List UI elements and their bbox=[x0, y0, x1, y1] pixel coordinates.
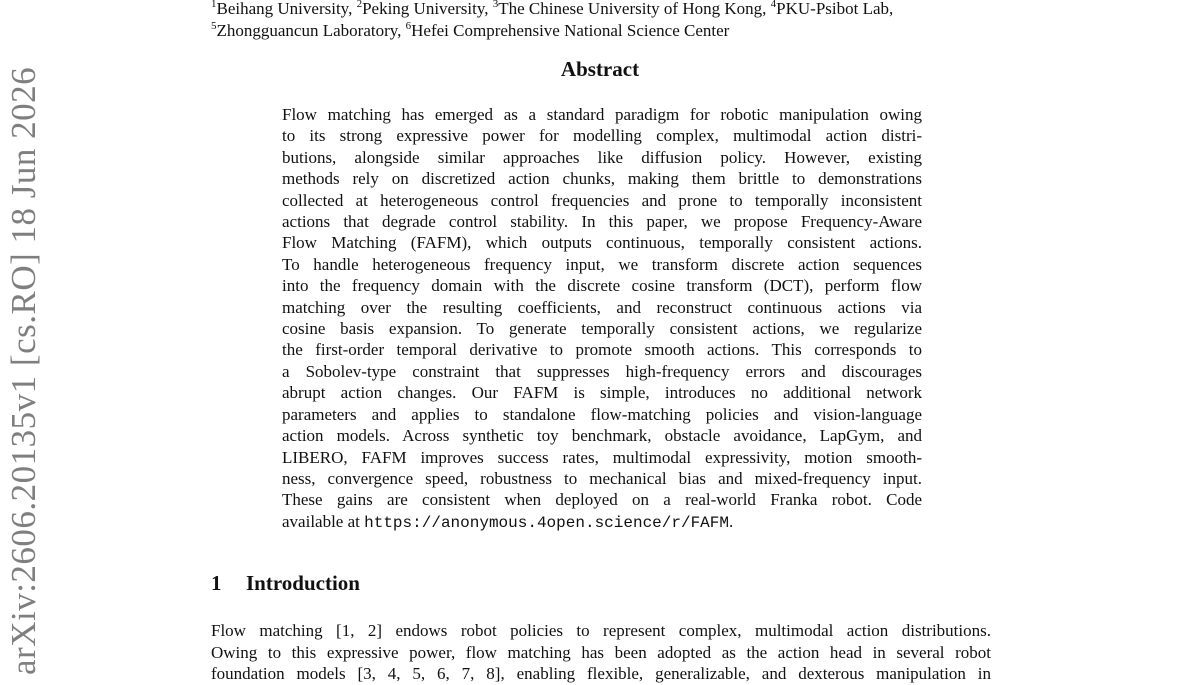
abstract-line: into the frequency domain with the discrete cosine transform (DCT), perform flow bbox=[282, 276, 922, 296]
affil-marker: 3 bbox=[492, 0, 499, 10]
intro-line: foundation models [3, 4, 5, 6, 7, 8], enabling flexible, generalizable, and dexterous manipulation in bbox=[211, 664, 991, 683]
abstract-body bbox=[282, 104, 922, 534]
affil-name: Beihang University, bbox=[216, 0, 357, 18]
affil-marker: 6 bbox=[405, 20, 412, 32]
abstract-line: action models. Across synthetic toy benchmark, obstacle avoidance, LapGym, and bbox=[282, 426, 922, 446]
affiliations-line-2 bbox=[211, 20, 893, 42]
section-number: 1 bbox=[211, 571, 222, 595]
abstract-heading: Abstract bbox=[560, 57, 640, 81]
intro-line: Flow matching [1, 2] endows robot policies to represent complex, multimodal action distributions. bbox=[211, 621, 991, 640]
abstract-line: the first-order temporal derivative to promote smooth actions. This corresponds to bbox=[282, 340, 922, 360]
abstract-line: Flow matching has emerged as a standard paradigm for robotic manipulation owing bbox=[282, 105, 922, 124]
abstract-line: methods rely on discretized action chunks, making them brittle to demonstrations bbox=[282, 169, 922, 189]
affil-name: The Chinese University of Hong Kong, bbox=[498, 0, 771, 18]
abstract-line: ness, convergence speed, robustness to mechanical bias and mixed-frequency input. bbox=[282, 468, 922, 488]
abstract-line: to its strong expressive power for modelling complex, multimodal action distri- bbox=[282, 126, 922, 146]
abstract-line: matching over the resulting coefficients, and reconstruct continuous actions via bbox=[282, 297, 922, 317]
code-url-link[interactable]: https://anonymous.4open.science/r/FAFM bbox=[364, 513, 729, 532]
abstract-last-line bbox=[282, 511, 922, 534]
affil-marker: 1 bbox=[211, 0, 217, 10]
abstract-line: parameters and applies to standalone flow-matching policies and vision-language bbox=[282, 404, 922, 424]
affil-name: Peking University, bbox=[362, 0, 493, 18]
abstract-line: butions, alongside similar approaches like diffusion policy. However, existing bbox=[282, 147, 922, 167]
affiliations-line-1 bbox=[211, 0, 893, 20]
abstract-line: Flow Matching (FAFM), which outputs continuous, temporally consistent actions. bbox=[282, 233, 922, 253]
abstract-line: LIBERO, FAFM improves success rates, multimodal expressivity, motion smooth- bbox=[282, 447, 922, 467]
abstract-text: . bbox=[728, 511, 734, 531]
abstract-line: To handle heterogeneous frequency input, we transform discrete action sequences bbox=[282, 254, 922, 274]
affil-marker: 5 bbox=[211, 20, 217, 32]
section-title: Introduction bbox=[246, 571, 360, 595]
abstract-line: a Sobolev-type constraint that suppresses high-frequency errors and discourages bbox=[282, 361, 922, 381]
abstract-text: available at bbox=[282, 511, 365, 531]
abstract-line: actions that degrade control stability. In this paper, we propose Frequency-Aware bbox=[282, 212, 922, 232]
affil-name: PKU-Psibot Lab, bbox=[776, 0, 894, 18]
affil-name: Hefei Comprehensive National Science Center bbox=[411, 21, 730, 40]
abstract-line: abrupt action changes. Our FAFM is simple, introduces no additional network bbox=[282, 383, 922, 403]
affiliations bbox=[211, 0, 893, 42]
affil-marker: 2 bbox=[356, 0, 363, 10]
affil-marker: 4 bbox=[770, 0, 777, 10]
abstract-line: cosine basis expansion. To generate temporally consistent actions, we regularize bbox=[282, 319, 922, 339]
affil-name: Zhongguancun Laboratory, bbox=[216, 21, 406, 40]
arxiv-side-stamp: arXiv:2606.20135v1 [cs.RO] 18 Jun 2026 bbox=[4, 66, 43, 675]
section-heading-introduction bbox=[211, 571, 360, 596]
abstract-line: These gains are consistent when deployed on a real-world Franka robot. Code bbox=[282, 490, 922, 510]
intro-line: Owing to this expressive power, flow matching has been adopted as the action head in several robot bbox=[211, 642, 991, 662]
abstract-line: collected at heterogeneous control frequencies and prone to temporally inconsistent bbox=[282, 190, 922, 210]
